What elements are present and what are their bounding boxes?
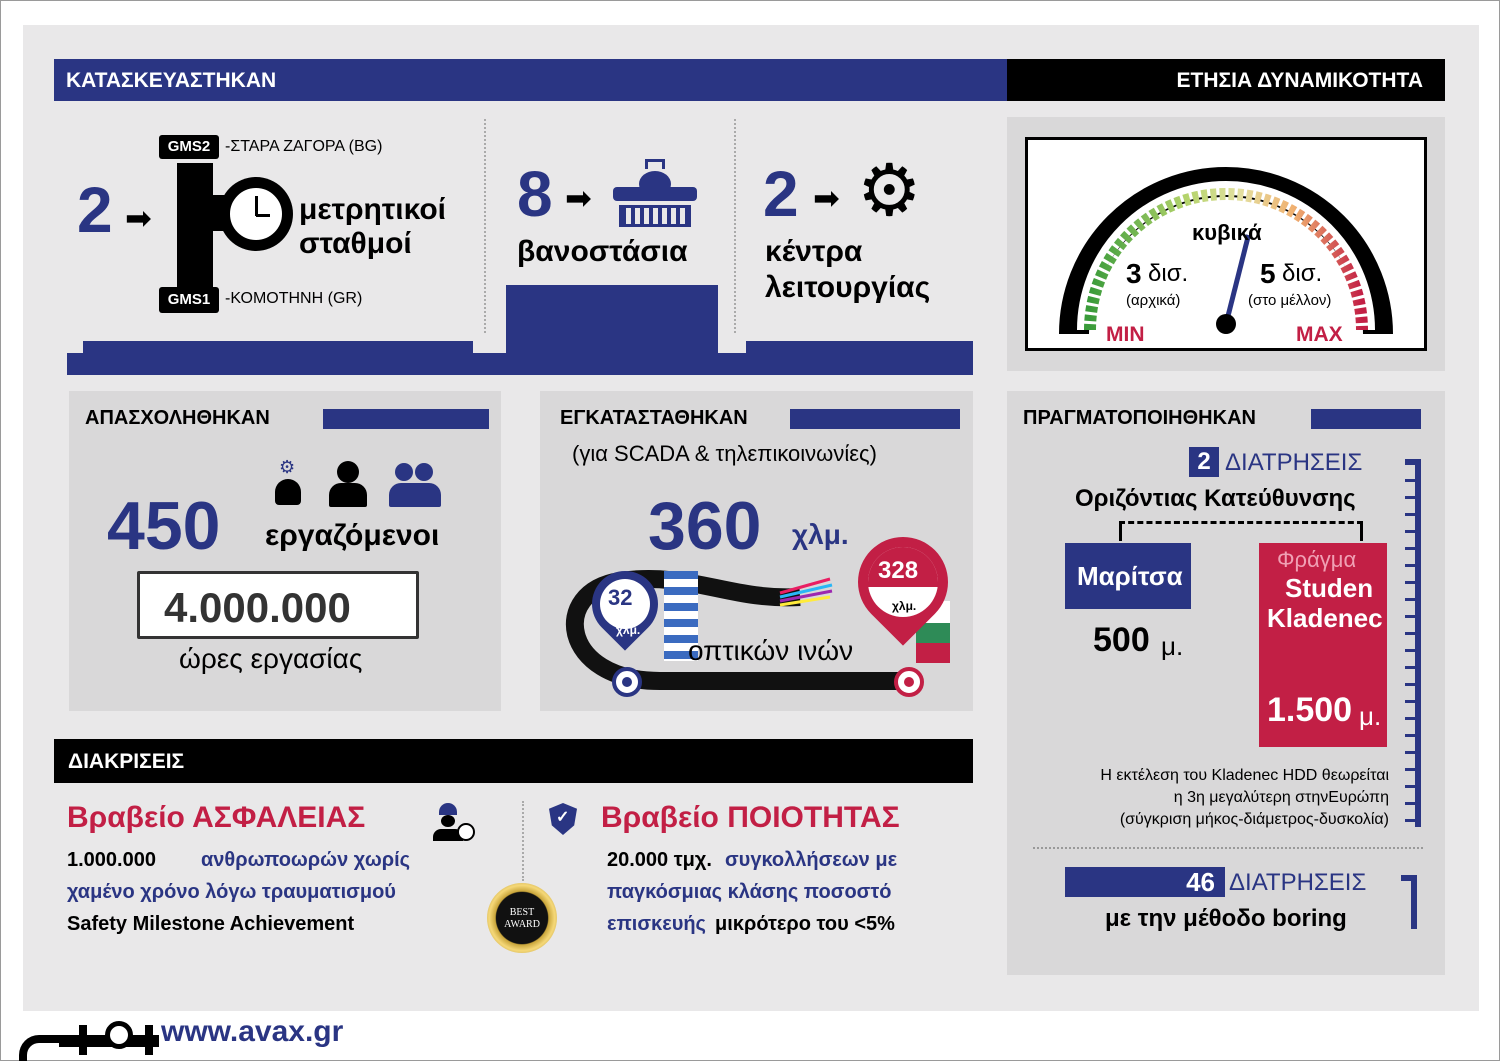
gms1-label: -ΚΟΜΟΤΗΝΗ (GR) [225,290,363,307]
workers-label: εργαζόμενοι [265,519,440,552]
centers-section [751,121,981,321]
gauge-future-unit: δισ. [1282,260,1323,287]
boring-count: 46 [1186,867,1215,897]
gauge-min: MIN [1106,323,1145,346]
divider [484,119,486,333]
safety-line-2: χαμένο χρόνο λόγω τραυματισμού [67,881,396,903]
gear-icon: ⚙ [279,457,296,477]
installed-km-unit: χλμ. [792,519,849,550]
stations-label-2: σταθμοί [299,227,412,260]
gms1-tag: GMS1 [159,287,219,313]
centers-count: 2 [763,158,799,230]
quality-line-3b: μικρότερο του <5% [715,913,895,935]
valves-count: 8 [517,158,553,230]
valve-station-icon [613,159,697,229]
built-header-bar [54,59,1007,101]
note-line-1: Η εκτέλεση του Kladenec HDD θεωρείται [1100,767,1389,784]
badge-line-1: BEST [509,907,535,918]
note-line-3: (σύγκριση μήκος-διάμετρος-δυσκολία) [1119,811,1389,828]
done-title-bar [1311,409,1421,429]
boring-bar [1065,867,1225,897]
best-award-badge [487,883,557,953]
valves-section [501,121,731,291]
gauge-future-value: 5 [1260,258,1276,289]
dam-name-2: Kladenec [1267,603,1383,633]
installed-km: 360 [648,488,762,564]
hdd-bracket [1119,521,1363,541]
badge-line-2: AWARD [504,919,540,930]
gr-km-unit: χλμ. [616,623,641,637]
gauge-future-note: (στο μέλλον) [1248,292,1332,309]
employment-panel [69,391,501,711]
installed-title: ΕΓΚΑΤΑΣΤΑΘΗΚΑΝ [560,407,748,429]
gms2-tag: GMS2 [159,135,219,159]
bg-km-unit: χλμ. [892,599,917,613]
boring-sub: με την μέθοδο boring [1105,905,1347,932]
capacity-header: ΕΤΗΣΙΑ ΔΥΝΑΜΙΚΟΤΗΤΑ [1176,69,1423,92]
gauge-clock-icon [219,177,293,251]
hdd-label: ΔΙΑΤΡΗΣΕΙΣ [1225,449,1363,476]
gear-icon: ⚙ [857,151,922,231]
safety-award-title: Βραβείο ΑΣΦΑΛΕΙΑΣ [67,801,366,834]
gr-km: 32 [608,585,633,610]
built-header: ΚΑΤΑΣΚΕΥΑΣΤΗΚΑΝ [66,69,277,92]
note-line-2: η 3η μεγαλύτερη στηνΕυρώπη [1173,789,1389,806]
safety-line-1a: 1.000.000 [67,849,156,871]
stations-label-1: μετρητικοί [299,193,446,226]
awards-header-bar [54,739,973,783]
quality-line-1b: συγκολλήσεων με [725,849,898,871]
centers-label-2: λειτουργίας [765,271,931,304]
hdd-count: 2 [1189,447,1219,477]
maritsa-unit: μ. [1161,631,1184,661]
gr-target-icon [612,667,642,697]
maritsa-box [1065,543,1191,609]
installed-title-bar [790,409,960,429]
bg-km: 328 [878,557,919,584]
centers-label-1: κέντρα [765,235,863,268]
gauge-needle [1226,235,1249,324]
valves-label: βανοστάσια [517,235,688,268]
maritsa-label: Μαρίτσα [1077,561,1183,591]
pipe-valve-logo-icon [19,1021,159,1061]
gauge-initial-unit: δισ. [1148,260,1189,287]
stations-section [53,121,483,331]
hours-box [137,571,419,639]
hdd-sub: Οριζόντιας Κατεύθυνσης [1075,485,1356,512]
maritsa-length: 500 [1093,621,1150,659]
dam-unit: μ. [1359,701,1382,731]
hdd-pipe [1405,459,1421,827]
divider [522,801,524,881]
workers-icon [271,457,451,507]
installed-subtitle: (για SCADA & τηλεπικοινωνίες) [572,441,877,466]
hours-label: ώρες εργασίας [179,643,363,674]
gauge-max: MAX [1296,323,1343,346]
employment-title-bar [323,409,489,429]
worker-clock-icon [431,801,477,843]
safety-line-1b: ανθρωποωρών χωρίς [201,849,411,871]
workers-count: 450 [107,488,221,564]
gauge-unit: κυβικά [1192,220,1262,245]
done-title: ΠΡΑΓΜΑΤΟΠΟΙΗΘΗΚΑΝ [1023,407,1256,429]
boring-label: ΔΙΑΤΡΗΣΕΙΣ [1229,869,1367,896]
dam-length: 1.500 [1267,691,1353,729]
quality-line-3a: επισκευής [607,913,706,935]
employment-title: ΑΠΑΣΧΟΛΗΘΗΚΑΝ [85,407,270,429]
dam-word: Φράγμα [1277,547,1357,572]
divider [1033,847,1423,849]
gauge-box [1025,137,1427,351]
arrow-right-icon: ➡ [565,180,592,216]
quality-line-2: παγκόσμιας κλάσης ποσοστό [607,881,892,903]
boring-pipe [1401,875,1417,929]
hours-count: 4.000.000 [164,584,351,631]
gauge-initial-value: 3 [1126,258,1142,289]
gms2-label: -ΣΤΑΡΑ ΖΑΓΟΡΑ (BG) [225,138,383,155]
installed-panel [540,391,973,711]
bg-target-icon [894,667,924,697]
arrow-right-icon: ➡ [125,200,152,236]
quality-line-1a: 20.000 τμχ. [607,849,712,871]
capacity-header-bar [1007,59,1445,101]
divider [734,119,736,333]
stations-count: 2 [77,174,113,246]
fiber-label: οπτικών ινών [688,635,854,666]
awards-header: ΔΙΑΚΡΙΣΕΙΣ [68,750,185,773]
dam-box [1259,543,1387,747]
footer-url[interactable]: www.avax.gr [161,1015,344,1048]
shield-check-icon: ✓ [547,803,579,837]
dam-name-1: Studen [1285,573,1374,603]
gauge-initial-note: (αρχικά) [1126,292,1181,309]
arrow-right-icon: ➡ [813,180,840,216]
quality-award-title: Βραβείο ΠΟΙΟΤΗΤΑΣ [601,801,900,834]
skyline-center [506,285,718,365]
safety-line-3: Safety Milestone Achievement [67,913,355,935]
capacity-panel [1007,117,1445,371]
done-panel [1007,391,1445,975]
skyline-right [746,341,973,361]
